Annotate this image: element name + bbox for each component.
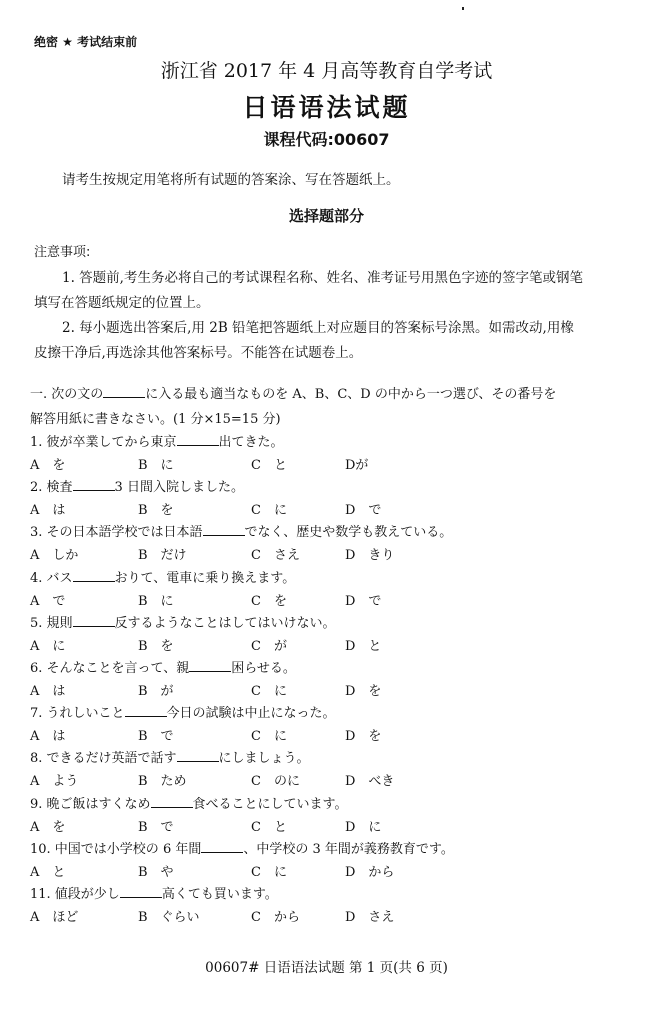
answer-option: D と [345,639,382,654]
answer-option: A は [30,684,66,699]
fill-blank [177,749,219,762]
question-stem [30,838,454,857]
question-text-after-blank: 、中学校の 3 年間が義務教育です。 [243,842,454,857]
answer-option: B が [138,684,174,699]
answer-option: C に [251,865,287,880]
answer-option: A ほど [30,910,79,925]
question-text-before-blank: 5. 規則 [30,616,73,631]
answer-option: D を [345,684,382,699]
fill-blank [201,840,243,853]
answer-option: D で [345,594,382,609]
answer-option: A を [30,820,66,835]
answer-option: C に [251,503,287,518]
question-stem [30,476,244,495]
answer-option: A に [30,639,66,654]
question-stem [30,793,348,812]
question-text-after-blank: にしましょう。 [218,751,310,766]
question-text-after-blank: でなく、歴史や数学も教えている。 [244,525,453,540]
answer-option: A は [30,729,66,744]
answer-option: D に [345,820,382,835]
question-stem [30,702,336,721]
question-text-after-blank: おりて、電車に乗り換えます。 [114,571,296,586]
answer-option: B に [138,458,174,473]
answer-option: B で [138,820,174,835]
question-text-before-blank: 8. できるだけ英語で話す [30,751,177,766]
notice-item-2-line-2: 皮擦干净后,再选涂其他答案标号。不能答在试题卷上。 [34,345,363,361]
subject-title: 日语语法试题 [242,93,411,122]
question-text-before-blank: 7. うれしいこと [30,706,125,721]
part1-intro-text-b: に入る最も適当なものを A、B、C、D の中から一つ選び、その番号を [145,387,557,402]
answer-option: C が [251,639,287,654]
answer-instruction: 请考生按规定用笔将所有试题的答案涂、写在答题纸上。 [62,172,400,188]
fill-blank [125,704,167,717]
question-text-before-blank: 1. 彼が卒業してから東京 [30,435,177,450]
question-text-after-blank: 3 日間入院しました。 [114,480,244,495]
question-text-before-blank: 9. 晩ご飯はすくなめ [30,797,151,812]
notice-heading: 注意事项: [34,245,91,260]
answer-option: Dが [345,458,369,473]
answer-option: B で [138,729,174,744]
answer-option: B に [138,594,174,609]
notice-item-1-line-1: 1. 答题前,考生务必将自己的考试课程名称、姓名、准考证号用黑色字迹的签字笔或钢笔 [62,270,583,286]
answer-option: A は [30,503,66,518]
answer-option: D で [345,503,382,518]
course-code: 课程代码:00607 [263,130,390,149]
answer-option: A を [30,458,66,473]
question-text-after-blank: 反するようなことはしてはいけない。 [114,616,336,631]
notice-item-1-line-2: 填写在答题纸规定的位置上。 [34,295,210,311]
fill-blank [203,523,245,536]
answer-option: B ぐらい [138,910,200,925]
question-text-before-blank: 3. その日本語学校では日本語 [30,525,203,540]
question-text-after-blank: 困らせる。 [231,661,296,676]
question-text-before-blank: 2. 検査 [30,480,73,495]
question-stem [30,612,336,631]
question-text-before-blank: 4. バス [30,571,73,586]
part1-intro-text-a: 一. 次の文の [30,387,104,402]
answer-option: C と [251,458,287,473]
answer-option: B だけ [138,548,187,563]
question-text-after-blank: 今日の試験は中止になった。 [166,706,336,721]
answer-option: C から [251,910,300,925]
answer-option: A で [30,594,66,609]
answer-option: B ため [138,774,187,789]
scan-speck [462,7,464,10]
fill-blank [103,385,145,398]
question-text-after-blank: 出てきた。 [218,435,284,450]
question-text-before-blank: 10. 中国では小学校の 6 年間 [30,842,202,857]
part1-instruction-line-2: 解答用紙に書きなさい。(1 分×15=15 分) [30,412,281,427]
answer-option: B や [138,865,174,880]
part1-instruction-line-1 [30,383,556,402]
question-text-before-blank: 11. 値段が少し [30,887,120,902]
question-text-before-blank: 6. そんなことを言って、親 [30,661,190,676]
answer-option: C さえ [251,548,300,563]
question-stem [30,747,310,766]
answer-option: B を [138,503,174,518]
question-stem [30,521,452,540]
answer-option: D を [345,729,382,744]
fill-blank [73,478,115,491]
answer-option: A よう [30,774,79,789]
fill-blank [151,795,193,808]
question-stem [30,883,278,902]
fill-blank [177,433,219,446]
fill-blank [73,614,115,627]
answer-option: A と [30,865,66,880]
question-text-after-blank: 高くても買います。 [161,887,278,902]
question-stem [30,567,295,586]
answer-option: D きり [345,548,395,563]
question-text-after-blank: 食べることにしています。 [192,797,348,812]
answer-option: C と [251,820,287,835]
answer-option: D から [345,865,395,880]
answer-option: C に [251,684,287,699]
answer-option: C のに [251,774,300,789]
answer-option: B を [138,639,174,654]
exam-title: 浙江省 2017 年 4 月高等教育自学考试 [160,60,493,82]
answer-option: A しか [30,548,79,563]
page-footer: 00607# 日语语法试题 第 1 页(共 6 页) [205,960,448,976]
fill-blank [73,569,115,582]
answer-option: D さえ [345,910,395,925]
answer-option: C に [251,729,287,744]
answer-option: C を [251,594,287,609]
confidential-mark: 绝密 ★ 考试结束前 [34,35,138,49]
question-stem [30,431,284,450]
fill-blank [189,659,231,672]
question-stem [30,657,296,676]
fill-blank [120,885,162,898]
section-heading: 选择题部分 [288,207,364,225]
answer-option: D べき [345,774,395,789]
notice-item-2-line-1: 2. 每小题选出答案后,用 2B 铅笔把答题纸上对应题目的答案标号涂黑。如需改动,用橡 [62,320,574,336]
